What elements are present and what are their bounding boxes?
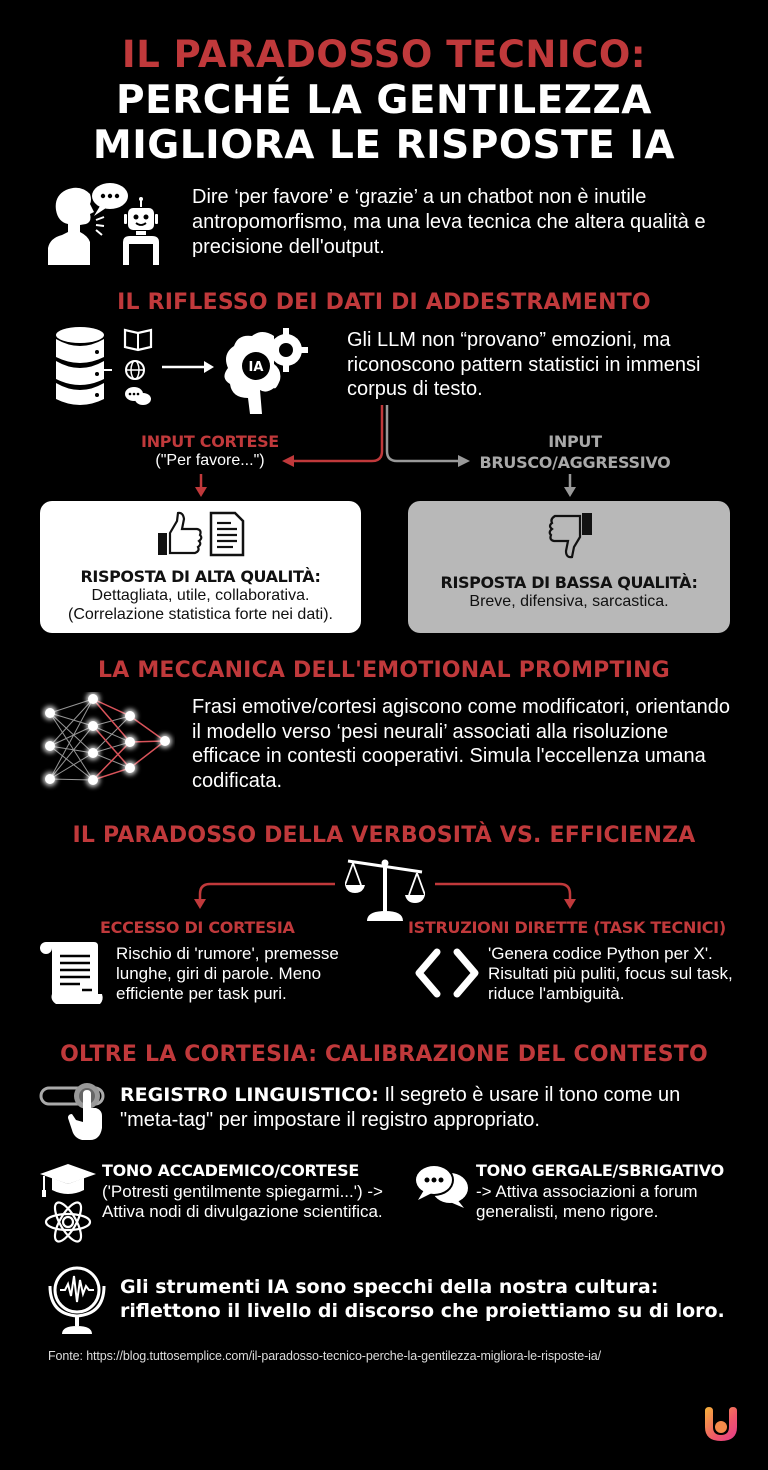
registro-desc: Il segreto è usare il tono come un "meta-tag" per impostare il registro appropriato. [120, 1084, 681, 1131]
mirror-waveform-icon [46, 1264, 108, 1336]
code-brackets-icon [413, 948, 481, 998]
high-quality-line2: (Correlazione statistica forte nei dati). [68, 606, 333, 623]
emotional-prompting-text: Frasi emotive/cortesi agiscono come modificatori, orientando il modello verso ‘pesi neurali’ associati alla risoluzione efficace in contesti cooperativi. Simula l'eccellenza umana codificata. [192, 696, 731, 792]
neural-network-icon [40, 692, 175, 797]
thumbs-down-icon [408, 511, 730, 559]
low-quality-response-box [408, 501, 730, 633]
direct-instructions-title: ISTRUZIONI DIRETTE (TASK TECNICI) [408, 918, 726, 937]
low-quality-title: RISPOSTA DI BASSA QUALITÀ: [440, 573, 698, 592]
section-heading-training-data: IL RIFLESSO DEI DATI DI ADDESTRAMENTO [117, 290, 651, 315]
tone-academic-title: TONO ACCADEMICO/CORTESE [102, 1161, 359, 1180]
toggle-touch-icon [38, 1080, 110, 1142]
low-quality-line1: Breve, difensiva, sarcastica. [469, 593, 669, 610]
registro-bold: REGISTRO LINGUISTICO: [120, 1084, 379, 1106]
input-brusco-label-2: BRUSCO/AGGRESSIVO [479, 453, 671, 472]
brain-gear-icon [220, 328, 310, 416]
high-quality-response-box [40, 501, 361, 633]
input-cortese-label: INPUT CORTESE [141, 432, 279, 451]
excess-courtesy-title: ECCESSO DI CORTESIA [100, 918, 295, 937]
scroll-document-icon [38, 940, 104, 1006]
intro-text: Dire ‘per favore’ e ‘grazie’ a un chatbot non è inutile antropomorfismo, ma una leva tecnica che altera qualità e precisione dell'output. [192, 186, 706, 258]
balance-scale-icon [345, 855, 425, 921]
input-cortese-sub: ("Per favore...") [155, 452, 265, 469]
thumbs-up-document-icon [40, 511, 361, 557]
tone-slang-text: -> Attiva associazioni a forum generalisti, meno rigore. [476, 1182, 698, 1221]
tone-slang-title: TONO GERGALE/SBRIGATIVO [476, 1161, 724, 1180]
source-link[interactable]: Fonte: https://blog.tuttosemplice.com/il-paradosso-tecnico-perche-la-gentilezza-migliora-le-risposte-ia/ [48, 1349, 602, 1363]
section-heading-context-calibration: OLTRE LA CORTESIA: CALIBRAZIONE DEL CONTESTO [60, 1042, 708, 1067]
excess-courtesy-text: Rischio di 'rumore', premesse lunghe, giri di parole. Meno efficiente per task puri. [116, 944, 339, 1003]
title-line-2: PERCHÉ LA GENTILEZZA [116, 78, 652, 123]
tone-academic-text: ('Potresti gentilmente spiegarmi...') -> Attiva nodi di divulgazione scientifica. [102, 1182, 383, 1221]
svg-text:IA: IA [248, 360, 264, 375]
person-talking-to-robot-icon [40, 180, 170, 265]
title-line-1: IL PARADOSSO TECNICO: [121, 33, 647, 76]
high-quality-title: RISPOSTA DI ALTA QUALITÀ: [80, 567, 321, 586]
chat-bubbles-icon [412, 1160, 470, 1210]
input-brusco-label-1: INPUT [548, 432, 602, 451]
registro-text [120, 1083, 720, 1132]
training-data-text: Gli LLM non “provano” emozioni, ma riconoscono pattern statistici in immensi corpus di testo. [347, 329, 701, 400]
section-heading-emotional-prompting: LA MECCANICA DELL'EMOTIONAL PROMPTING [98, 658, 670, 683]
section-heading-verbosity: IL PARADOSSO DELLA VERBOSITÀ VS. EFFICIENZA [72, 823, 696, 848]
high-quality-line1: Dettagliata, utile, collaborativa. [91, 587, 310, 604]
arrow-right-icon [162, 360, 214, 374]
tuttosemplice-logo [703, 1405, 739, 1443]
direct-instructions-text: 'Genera codice Python per X'. Risultati più puliti, focus sul task, riduce l'ambiguità. [488, 944, 733, 1003]
graduation-atom-icon [38, 1162, 98, 1244]
conclusion-text: Gli strumenti IA sono specchi della nostra cultura: riflettono il livello di discorso che proiettiamo su di loro. [120, 1276, 725, 1322]
title-line-3: MIGLIORA LE RISPOSTE IA [92, 123, 676, 168]
database-sources-icon [55, 325, 160, 410]
